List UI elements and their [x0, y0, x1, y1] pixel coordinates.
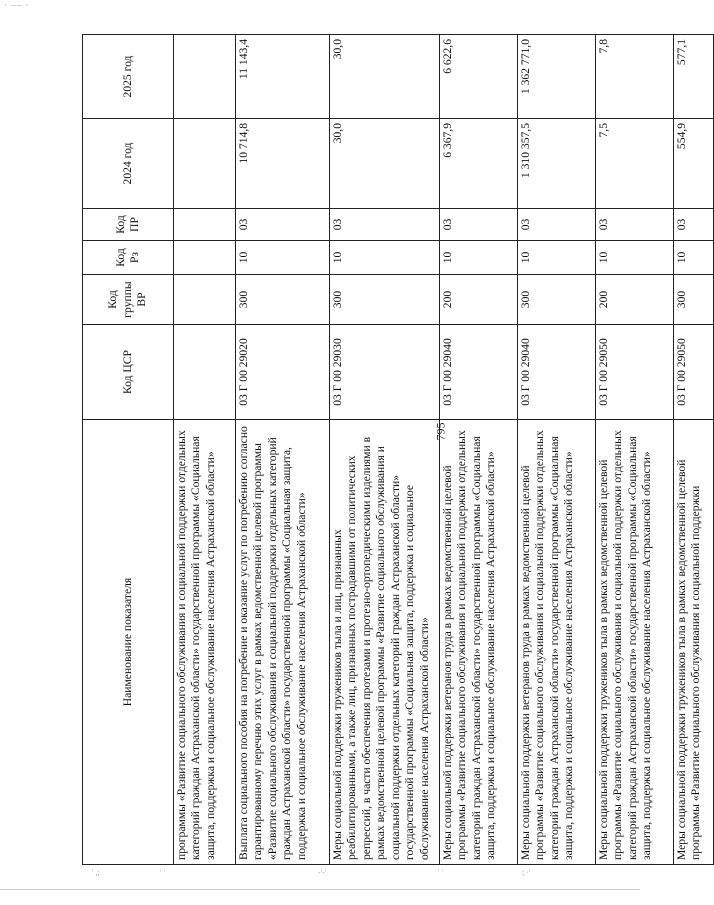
- table-row: [674, 35, 714, 865]
- row-2025: 6 622,6: [440, 35, 518, 119]
- table-row: [236, 35, 330, 865]
- budget-table: [82, 34, 714, 865]
- row-2024: 554,9: [674, 119, 714, 209]
- row-vr: 200: [596, 275, 674, 325]
- row-rz: 10: [236, 241, 330, 275]
- row-vr: 300: [674, 275, 714, 325]
- header-csr: Код ЦСР: [83, 325, 174, 420]
- scan-marks: · –– ·: [4, 0, 30, 10]
- header-name: Наименование показателя: [83, 420, 174, 865]
- row-csr: 03 Г 00 29040: [518, 325, 596, 420]
- scan-side-mark: -'-': [318, 868, 327, 877]
- header-vr: Код группы ВР: [83, 275, 174, 325]
- row-csr: 03 Г 00 29020: [236, 325, 330, 420]
- row-rz: 10: [440, 241, 518, 275]
- row-2024: 6 367,9: [440, 119, 518, 209]
- row-2024: 7,5: [596, 119, 674, 209]
- row-csr: 03 Г 00 29050: [596, 325, 674, 420]
- row-2025: [174, 35, 236, 119]
- row-pr: 03: [330, 209, 440, 241]
- row-name: Меры социальной поддержки ветеранов труда в рамках ведомственной целевой программы «Развитие социального обслуживания и социальной поддержки отдельных категорий граждан Астраханской области» государственной программы «Социальная защита, поддержка и социальное обслуживание населения Астраханской области»: [440, 420, 518, 865]
- row-pr: 03: [596, 209, 674, 241]
- row-name: Меры социальной поддержки тружеников тыла в рамках ведомственной целевой программы «Развитие социального обслуживания и социальной поддержки отдельных категорий граждан Астраханской области» государственной программы «Социальная защита, поддержка и социальное обслуживание населения Астраханской области»: [596, 420, 674, 865]
- rotated-table-wrapper: [82, 35, 703, 865]
- row-name: Выплата социального пособия на погребение и оказание услуг по погребению согласно гарантированному перечню этих услуг в рамках ведомственной целевой программы «Развитие социального обслуживания и социальной поддержки отдельных категорий граждан Астраханской области» государственной программы «Социальная защита, поддержка и социальное обслуживание населения Астраханской области»: [236, 420, 330, 865]
- page-number: 795: [433, 422, 448, 441]
- row-csr: [174, 325, 236, 420]
- table-header-row: [83, 35, 174, 865]
- row-pr: [174, 209, 236, 241]
- header-rz: Код Рз: [83, 241, 174, 275]
- row-2025: 30,0: [330, 35, 440, 119]
- row-rz: 10: [330, 241, 440, 275]
- table-row: [440, 35, 518, 865]
- row-vr: [174, 275, 236, 325]
- row-pr: 03: [674, 209, 714, 241]
- row-name: Меры социальной поддержки тружеников тыла и лиц, признанных реабилитированными, а также лиц, признанных пострадавшими от политических репрессий, в части обеспечения протезами и протезно-ортопедическими изделиями в рамках ведомственной целевой программы «Развитие социального обслуживания и социальной поддержки отдельных категорий граждан Астраханской области» государственной программы «Социальная защита, поддержка и социальное обслуживание населения Астраханской области»: [330, 420, 440, 865]
- row-csr: 03 Г 00 29050: [674, 325, 714, 420]
- scan-bottom-edge: [0, 889, 640, 890]
- table-row: [518, 35, 596, 865]
- row-2025: 577,1: [674, 35, 714, 119]
- row-2024: 1 310 357,5: [518, 119, 596, 209]
- row-2024: [174, 119, 236, 209]
- row-name: программы «Развитие социального обслуживания и социальной поддержки отдельных категорий граждан Астраханской области» государственной программы «Социальная защита, поддержка и социальное обслуживание населения Астраханской области»: [174, 420, 236, 865]
- row-vr: 300: [330, 275, 440, 325]
- row-2024: 10 714,8: [236, 119, 330, 209]
- table-row: [330, 35, 440, 865]
- row-csr: 03 Г 00 29040: [440, 325, 518, 420]
- row-vr: 300: [518, 275, 596, 325]
- row-pr: 03: [236, 209, 330, 241]
- row-rz: 10: [674, 241, 714, 275]
- row-csr: 03 Г 00 29030: [330, 325, 440, 420]
- header-pr: Код ПР: [83, 209, 174, 241]
- row-rz: 10: [596, 241, 674, 275]
- scan-side-mark: ' ': [160, 868, 165, 877]
- row-pr: 03: [440, 209, 518, 241]
- table-row: [596, 35, 674, 865]
- scan-side-mark: ' ,;: [92, 868, 100, 877]
- table-row: [174, 35, 236, 865]
- row-2025: 1 362 771,0: [518, 35, 596, 119]
- row-2025: 11 143,4: [236, 35, 330, 119]
- row-vr: 300: [236, 275, 330, 325]
- row-name: Меры социальной поддержки тружеников тыла в рамках ведомственной целевой программы «Развитие социального обслуживания и социальной поддержки: [674, 420, 714, 865]
- row-rz: 10: [518, 241, 596, 275]
- header-2025: 2025 год: [83, 35, 174, 119]
- row-rz: [174, 241, 236, 275]
- row-pr: 03: [518, 209, 596, 241]
- row-2024: 30,0: [330, 119, 440, 209]
- scan-side-mark: ' ': [438, 868, 443, 877]
- row-vr: 200: [440, 275, 518, 325]
- scan-side-mark: ; ·': [522, 868, 531, 877]
- row-2025: 7,8: [596, 35, 674, 119]
- header-2024: 2024 год: [83, 119, 174, 209]
- row-name: Меры социальной поддержки ветеранов труда в рамках ведомственной целевой программы «Развитие социального обслуживания и социальной поддержки отдельных категорий граждан Астраханской области» государственной программы «Социальная защита, поддержка и социальное обслуживание населения Астраханской области»: [518, 420, 596, 865]
